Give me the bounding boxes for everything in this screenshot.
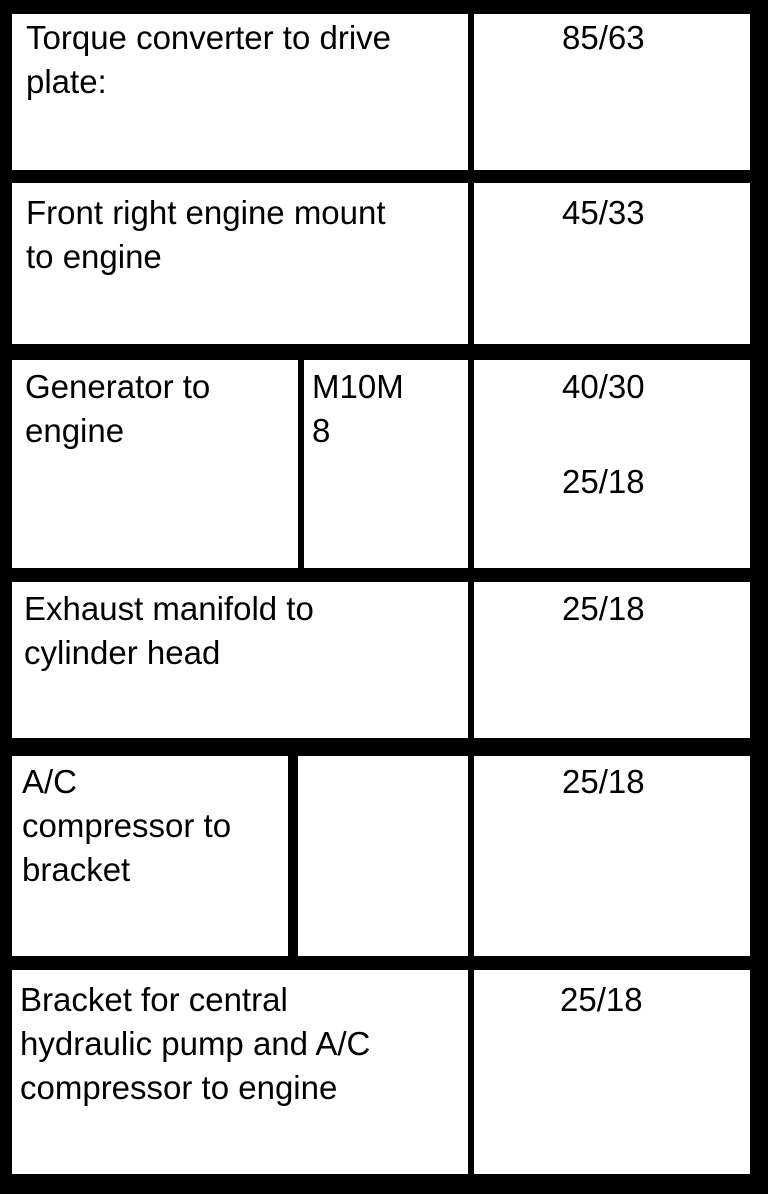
torque-value: 40/30: [562, 368, 645, 405]
description-text: Torque converter to drive plate:: [26, 19, 392, 100]
value-cell: [474, 14, 750, 170]
table-row: [12, 183, 756, 344]
description-cell: [12, 756, 288, 956]
torque-value: 45/33: [562, 194, 645, 231]
table-row: [12, 756, 756, 956]
description-cell: [12, 183, 468, 344]
description-cell: [12, 582, 468, 738]
value-cell: [474, 183, 750, 344]
spec-cell: [304, 360, 468, 568]
description-text: Front right engine mount to engine: [26, 194, 386, 275]
description-text: Generator to engine: [25, 368, 211, 449]
table-row: [12, 970, 756, 1174]
value-cell: [474, 582, 750, 738]
torque-value: 25/18: [560, 981, 643, 1018]
value-cell: [474, 360, 750, 568]
table-row: [12, 14, 756, 170]
torque-value: 25/18: [562, 590, 645, 627]
torque-value: 25/18: [562, 763, 645, 800]
torque-value: 25/18: [562, 463, 645, 500]
description-text: A/C compressor to bracket: [22, 763, 232, 888]
table-row: [12, 360, 756, 568]
value-cell: [474, 756, 750, 956]
description-text: Bracket for central hydraulic pump and A/C compressor to engine: [20, 981, 371, 1106]
description-cell: [12, 970, 468, 1174]
description-text: Exhaust manifold to cylinder head: [24, 590, 314, 671]
value-cell: [474, 970, 750, 1174]
table-row: [12, 582, 756, 738]
spec-cell: [298, 756, 468, 956]
description-cell: [12, 360, 298, 568]
torque-value: 85/63: [562, 19, 645, 56]
description-cell: [12, 14, 468, 170]
bolt-size-text: M10M 8: [312, 368, 404, 449]
